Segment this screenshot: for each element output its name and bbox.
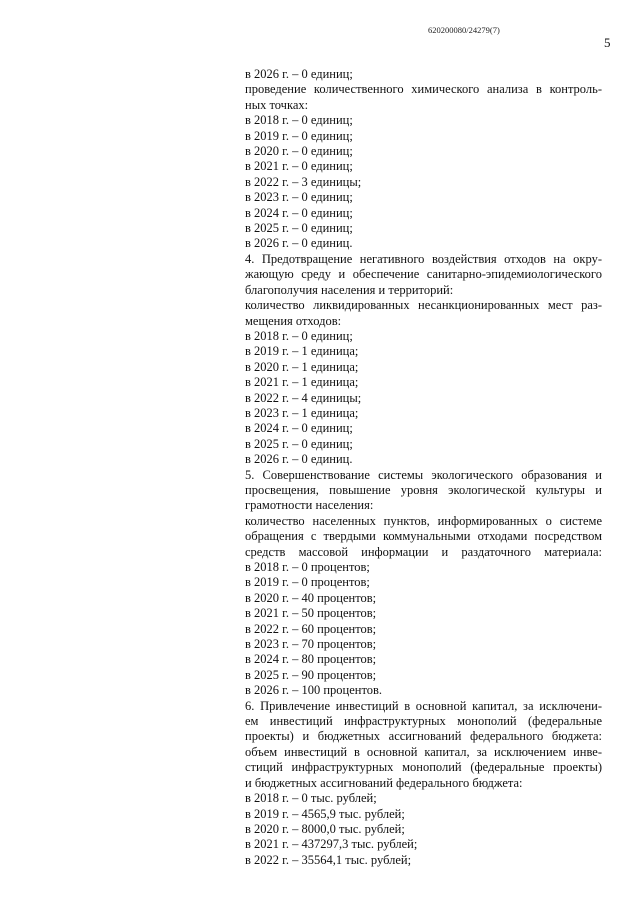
text-line: в 2024 г. – 0 единиц; <box>245 421 353 436</box>
text-line: объем инвестиций в основной капитал, за исключением инве- <box>245 744 602 759</box>
page-number: 5 <box>604 35 611 50</box>
text-line: и бюджетных ассигнований федерального бюджета: <box>245 775 523 790</box>
text-line: количество населенных пунктов, информированных о системе <box>245 513 602 528</box>
text-line: в 2026 г. – 0 единиц; <box>245 67 353 81</box>
text-line: в 2026 г. – 0 единиц. <box>245 236 353 251</box>
text-line: грамотности населения: <box>245 498 374 513</box>
text-line: в 2020 г. – 1 единица; <box>245 359 359 374</box>
text-line: в 2025 г. – 0 единиц; <box>245 436 353 451</box>
text-line: в 2018 г. – 0 единиц; <box>245 113 353 128</box>
text-line: в 2020 г. – 40 процентов; <box>245 590 377 605</box>
text-line: в 2021 г. – 50 процентов; <box>245 606 377 621</box>
text-line: благополучия населения и территорий: <box>245 282 454 297</box>
text-line: стиций инфраструктурных монополий (федеральные проекты) <box>245 760 602 775</box>
text-line: в 2021 г. – 1 единица; <box>245 375 359 390</box>
text-line: в 2023 г. – 0 единиц; <box>245 190 353 205</box>
text-line: в 2026 г. – 0 единиц. <box>245 452 353 467</box>
text-line: в 2019 г. – 4565,9 тыс. рублей; <box>245 806 405 821</box>
text-line: жающую среду и обеспечение санитарно-эпидемиологического <box>245 267 602 282</box>
text-line: средств массовой информации и раздаточного материала: <box>245 544 602 559</box>
text-line: в 2020 г. – 0 единиц; <box>245 144 353 159</box>
text-line: в 2019 г. – 0 процентов; <box>245 575 370 590</box>
text-line: ных точках: <box>245 97 309 112</box>
text-line: в 2024 г. – 80 процентов; <box>245 652 377 667</box>
text-line: проекты) и бюджетных ассигнований федерального бюджета: <box>245 729 602 744</box>
text-line: в 2024 г. – 0 единиц; <box>245 205 353 220</box>
text-line: в 2022 г. – 35564,1 тыс. рублей; <box>245 852 412 867</box>
text-line: обращения с твердыми коммунальными отходами посредством <box>245 529 602 544</box>
text-line: в 2023 г. – 1 единица; <box>245 405 359 420</box>
text-line: в 2018 г. – 0 тыс. рублей; <box>245 791 377 806</box>
text-line: количество ликвидированных несанкционированных мест раз- <box>245 298 602 313</box>
text-line: в 2019 г. – 0 единиц; <box>245 128 353 143</box>
text-line: в 2020 г. – 8000,0 тыс. рублей; <box>245 821 405 836</box>
text-line: 4. Предотвращение негативного воздействия отходов на окру- <box>245 251 602 266</box>
text-line: в 2021 г. – 0 единиц; <box>245 159 353 174</box>
text-line: в 2021 г. – 437297,3 тыс. рублей; <box>245 837 418 852</box>
text-line: в 2026 г. – 100 процентов. <box>245 683 383 698</box>
text-line: в 2023 г. – 70 процентов; <box>245 637 377 652</box>
text-line: в 2018 г. – 0 единиц; <box>245 328 353 343</box>
text-line: 5. Совершенствование системы экологического образования и <box>245 467 602 482</box>
text-line: в 2019 г. – 1 единица; <box>245 344 359 359</box>
text-line: 6. Привлечение инвестиций в основной капитал, за исключени- <box>245 698 602 713</box>
text-line: ем инвестиций инфраструктурных монополий (федеральные <box>245 714 602 729</box>
document-code: 620200080/24279(7) <box>428 25 500 35</box>
text-line: в 2022 г. – 3 единицы; <box>245 174 362 189</box>
text-line: в 2025 г. – 90 процентов; <box>245 667 377 682</box>
text-line: в 2022 г. – 60 процентов; <box>245 621 377 636</box>
text-line: в 2022 г. – 4 единицы; <box>245 390 362 405</box>
text-line: мещения отходов: <box>245 313 342 328</box>
body-text <box>245 67 602 868</box>
text-line: в 2025 г. – 0 единиц; <box>245 221 353 236</box>
text-line: просвещения, повышение уровня экологической культуры и <box>245 482 602 497</box>
text-line: проведение количественного химического анализа в контроль- <box>245 82 602 97</box>
text-line: в 2018 г. – 0 процентов; <box>245 560 370 574</box>
